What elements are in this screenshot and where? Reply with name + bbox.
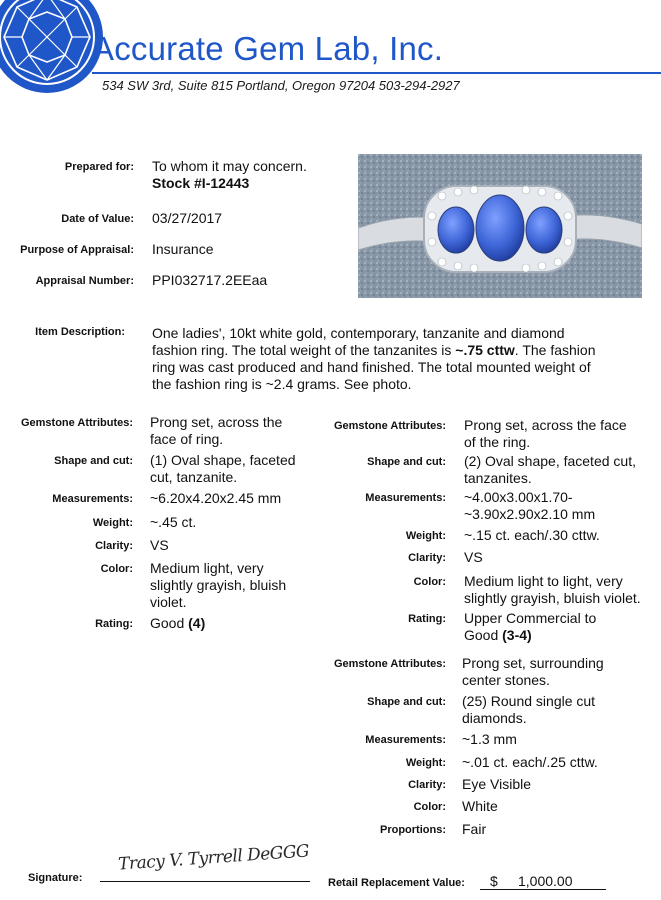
gem2-shape-label: Shape and cut: xyxy=(367,456,446,468)
gem1-measurements: ~6.20x4.20x2.45 mm xyxy=(150,490,282,506)
gem1-shape-label: Shape and cut: xyxy=(54,455,133,467)
gem3-shape-label: Shape and cut: xyxy=(367,696,446,708)
company-address: 534 SW 3rd, Suite 815 Portland, Oregon 97204 503-294-2927 xyxy=(102,78,460,93)
gem1-attributes-label: Gemstone Attributes: xyxy=(20,417,133,429)
gem2-rating: Upper Commercial to Good (3-4) xyxy=(464,610,597,643)
gem2-attributes-label: Gemstone Attributes: xyxy=(333,420,446,432)
ring-photo xyxy=(358,154,642,298)
gem2-measurements: ~4.00x3.00x1.70- ~3.90x2.90x2.10 mm xyxy=(464,489,596,522)
gem3-clarity-label: Clarity: xyxy=(408,779,446,791)
retail-value: 1,000.00 xyxy=(518,873,573,889)
gem2-weight: ~.15 ct. each/.30 cttw. xyxy=(464,527,600,543)
gem3-color: White xyxy=(462,798,498,814)
gem2-clarity-label: Clarity: xyxy=(408,552,446,564)
gem1-color: Medium light, very slightly grayish, bluish violet. xyxy=(150,560,287,610)
prepared-for-label: Prepared for: xyxy=(64,161,134,173)
header-divider xyxy=(92,72,661,74)
appraisal-number-label: Appraisal Number: xyxy=(35,275,134,287)
item-description-label: Item Description: xyxy=(35,326,125,338)
gem3-clarity: Eye Visible xyxy=(462,776,532,792)
prepared-for-value: To whom it may concern. xyxy=(152,158,307,174)
currency-symbol: $ xyxy=(490,873,498,889)
signature: Tracy V. Tyrrell DeGGG xyxy=(117,841,310,875)
gem1-shape: (1) Oval shape, faceted cut, tanzanite. xyxy=(150,452,296,485)
gem2-color: Medium light to light, very slightly grayish, bluish violet. xyxy=(464,573,641,606)
retail-value-line xyxy=(480,889,606,890)
purpose-label: Purpose of Appraisal: xyxy=(20,244,134,256)
gem3-weight: ~.01 ct. each/.25 cttw. xyxy=(462,754,598,770)
stock-number: Stock #I-12443 xyxy=(152,175,250,191)
gem3-measurements-label: Measurements: xyxy=(365,734,446,746)
gem1-rating: Good (4) xyxy=(150,615,206,631)
date-of-value-label: Date of Value: xyxy=(61,213,134,225)
date-of-value: 03/27/2017 xyxy=(152,210,223,226)
retail-value-label: Retail Replacement Value: xyxy=(328,877,465,889)
gem2-shape: (2) Oval shape, faceted cut, tanzanites. xyxy=(464,453,636,486)
signature-label: Signature: xyxy=(28,872,83,884)
gem3-attributes-label: Gemstone Attributes: xyxy=(333,658,446,670)
gem1-measurements-label: Measurements: xyxy=(52,493,133,505)
gem2-rating-label: Rating: xyxy=(408,613,446,625)
item-description: One ladies', 10kt white gold, contemporary, tanzanite and diamond fashion ring. The total weight of the tanzanites is ~.75 cttw. The fashion ring was cast produced and hand finished. The total mounted weight of the fashion ring is ~2.4 grams. See photo. xyxy=(152,325,596,392)
gem-logo-icon xyxy=(0,0,106,96)
appraisal-number: PPI032717.2EEaa xyxy=(152,272,268,288)
gem3-measurements: ~1.3 mm xyxy=(462,731,517,747)
gem1-weight-label: Weight: xyxy=(92,517,133,529)
gem3-color-label: Color: xyxy=(413,801,446,813)
signature-line xyxy=(100,881,310,882)
gem2-measurements-label: Measurements: xyxy=(365,492,446,504)
gem3-weight-label: Weight: xyxy=(405,757,446,769)
gem2-color-label: Color: xyxy=(413,576,446,588)
gem2-clarity: VS xyxy=(464,549,483,565)
purpose-value: Insurance xyxy=(152,241,214,257)
gem1-weight: ~.45 ct. xyxy=(150,514,197,530)
gem3-proportions-label: Proportions: xyxy=(380,824,446,836)
gem3-shape: (25) Round single cut diamonds. xyxy=(462,693,596,726)
gem1-attributes: Prong set, across the face of ring. xyxy=(150,414,283,447)
gem1-rating-label: Rating: xyxy=(95,618,133,630)
gem2-attributes: Prong set, across the face of the ring. xyxy=(464,417,627,450)
gem2-weight-label: Weight: xyxy=(405,530,446,542)
gem1-clarity-label: Clarity: xyxy=(95,540,133,552)
company-name: Accurate Gem Lab, Inc. xyxy=(92,30,444,67)
gem1-color-label: Color: xyxy=(100,563,133,575)
gem1-clarity: VS xyxy=(150,537,169,553)
gem3-proportions: Fair xyxy=(462,821,487,837)
gem3-attributes: Prong set, surrounding center stones. xyxy=(462,655,604,688)
